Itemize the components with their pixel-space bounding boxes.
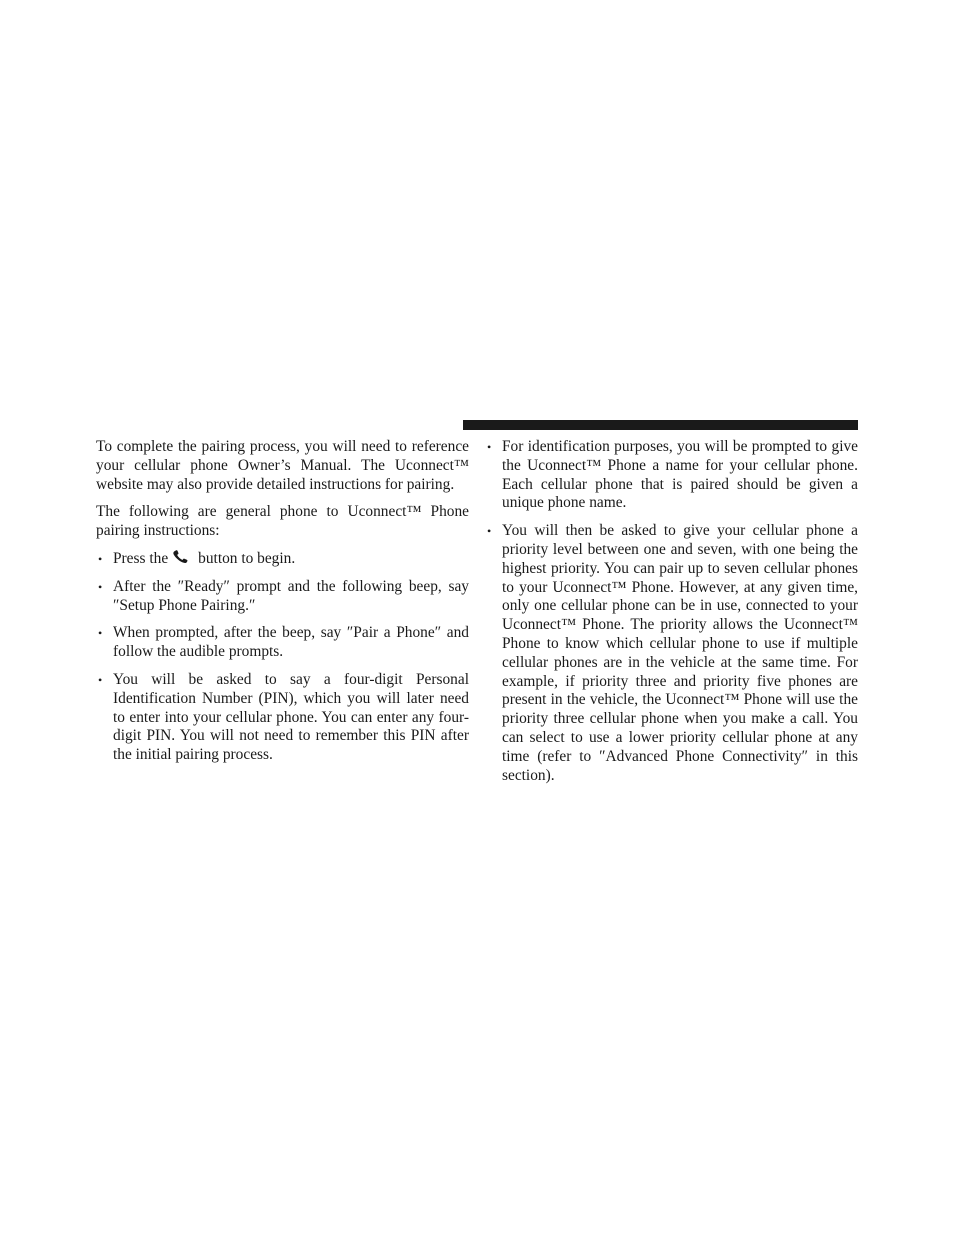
step-text: After the ″Ready″ prompt and the following beep, say ″Setup Phone Pairing.″ <box>113 577 469 614</box>
bullet-marker: • <box>98 551 103 566</box>
right-column <box>485 438 858 794</box>
left-column <box>96 438 469 774</box>
step-text: You will then be asked to give your cellular phone a priority level between one and seven, with one being the highest priority. You can pair up to seven cellular phones to your Uconnect™ Phone. However, at any given time, only one cellular phone can be in use, connected to your Uconnect™ Phone. The priority allows the Uconnect™ Phone to know which cellular phone to use if multiple cellular phones are in the vehicle at the same time. For example, if priority three and priority five phones are present in the vehicle, the Uconnect™ Phone will use the priority three cellular phone when you make a call. You can select to use a lower priority cellular phone at any time (refer to ″Advanced Phone Connectivity″ in this section). <box>502 522 858 784</box>
step-text-pre: Press the <box>113 549 169 567</box>
list-item <box>485 522 858 785</box>
list-item <box>485 438 858 513</box>
list-item <box>96 578 469 616</box>
section-header-bar <box>463 420 858 430</box>
bullet-marker: • <box>98 626 103 641</box>
list-item <box>96 671 469 765</box>
step-text: You will be asked to say a four-digit Personal Identification Number (PIN), which you will later need to enter into your cellular phone. You can enter any four-digit PIN. You will not need to remember this PIN after the initial pairing process. <box>113 670 469 764</box>
list-item <box>96 624 469 662</box>
bullet-marker: • <box>487 524 492 539</box>
phone-icon <box>172 550 192 564</box>
pairing-steps-list-continued <box>485 438 858 785</box>
intro-paragraph: To complete the pairing process, you will need to reference your cellular phone Owner’s Manual. The Uconnect™ website may also provide detailed instructions for pairing. <box>96 438 469 493</box>
step-text: For identification purposes, you will be prompted to give the Uconnect™ Phone a name for your cellular phone. Each cellular phone that is paired should be given a unique phone name. <box>502 438 858 512</box>
pairing-steps-list <box>96 550 469 765</box>
bullet-marker: • <box>487 440 492 454</box>
step-text-post: button to begin. <box>198 549 296 567</box>
bullet-marker: • <box>98 579 103 594</box>
list-item <box>96 550 469 569</box>
step-text: When prompted, after the beep, say ″Pair a Phone″ and follow the audible prompts. <box>113 624 469 661</box>
bullet-marker: • <box>98 672 103 687</box>
instructions-intro: The following are general phone to Uconnect™ Phone pairing instructions: <box>96 503 469 540</box>
